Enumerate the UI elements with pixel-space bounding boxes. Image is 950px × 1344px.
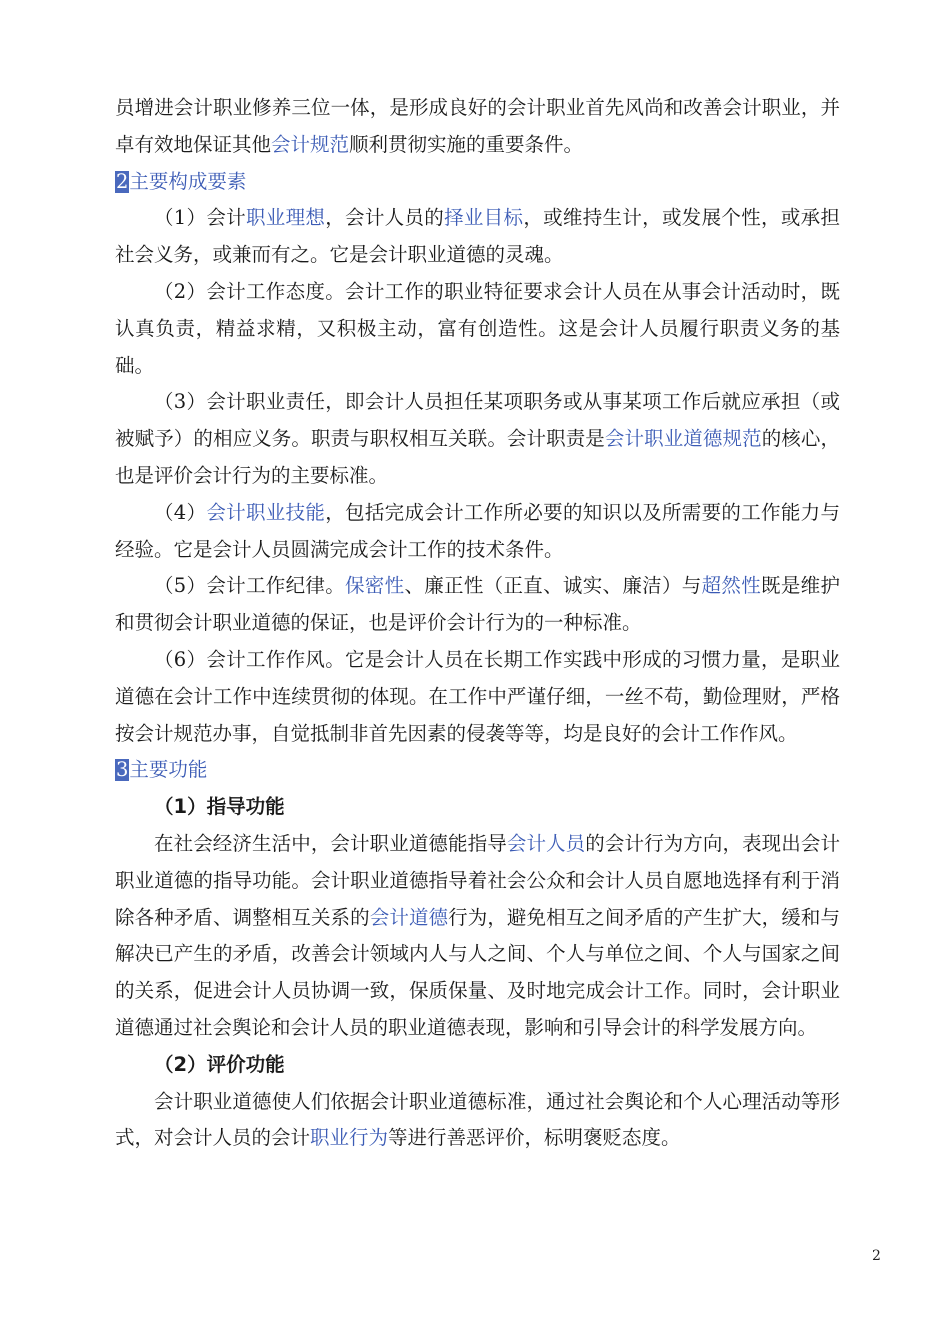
link-accounting-ethics[interactable]: 会计道德 (369, 905, 449, 929)
section-title-2: 主要构成要素 (129, 169, 247, 193)
link-career-ideal[interactable]: 职业理想 (245, 206, 326, 230)
paragraph-item-6: （6）会计工作作风。它是会计人员在长期工作实践中形成的习惯力量，是职业道德在会计工作中连续贯彻的体现。在工作中严谨仔细，一丝不苟，勤俭理财，严格按会计规范办事，自觉抵制非首先因素的侵袭等等，均是良好的会计工作作风。 (115, 647, 840, 745)
link-accountants[interactable]: 会计人员 (506, 831, 586, 855)
paragraph-item-3: （3）会计职业责任，即会计人员担任某项职务或从事某项工作后就应承担（或被赋予）的相应义务。职责与职权相互关联。会计职责是会计职业道德规范的核心，也是评价会计行为的主要标准。 (115, 390, 840, 487)
link-confidentiality[interactable]: 保密性 (345, 574, 405, 598)
link-career-goal[interactable]: 择业目标 (444, 206, 524, 230)
paragraph-item-1: （1）会计职业理想，会计人员的择业目标，或维持生计，或发展个性，或承担社会义务，或兼而有之。它是会计职业道德的灵魂。 (115, 206, 840, 267)
paragraph-intro: 员增进会计职业修养三位一体，是形成良好的会计职业首先风尚和改善会计职业，并卓有效地保证其他会计规范顺利贯彻实施的重要条件。 (115, 96, 840, 156)
link-professional-conduct[interactable]: 职业行为 (310, 1126, 389, 1150)
paragraph-item-4: （4）会计职业技能，包括完成会计工作所必要的知识以及所需要的工作能力与经验。它是会计人员圆满完成会计工作的技术条件。 (115, 500, 840, 561)
section-number-3: 3 (116, 758, 129, 782)
paragraph-item-5: （5）会计工作纪律。保密性、廉正性（正直、诚实、廉洁）与超然性既是维护和贯彻会计职业道德的保证，也是评价会计行为的一种标准。 (115, 574, 840, 635)
paragraph-guidance: 在社会经济生活中，会计职业道德能指导会计人员的会计行为方向，表现出会计职业道德的指导功能。会计职业道德指导着社会公众和会计人员自愿地选择有利于消除各种矛盾、调整相互关系的会计道德行为，避免相互之间矛盾的产生扩大，缓和与解决已产生的矛盾，改善会计领域内人与人之间、个人与单位之间、个人与国家之间的关系，促进会计人员协调一致，保质保量、及时地完成会计工作。同时，会计职业道德通过社会舆论和会计人员的职业道德表现，影响和引导会计的科学发展方向。 (115, 831, 840, 1039)
section-number-2: 2 (116, 169, 129, 193)
page-number: 2 (872, 1248, 881, 1264)
section-heading-3 (115, 752, 840, 789)
paragraph-item-2: （2）会计工作态度。会计工作的职业特征要求会计人员在从事会计活动时，既认真负责，精益求精，又积极主动，富有创造性。这是会计人员履行职责义务的基础。 (115, 279, 840, 377)
link-independence[interactable]: 超然性 (701, 574, 762, 598)
section-heading-2 (115, 164, 840, 201)
section-title-3: 主要功能 (129, 758, 208, 782)
paragraph-evaluation: 会计职业道德使人们依据会计职业道德标准，通过社会舆论和个人心理活动等形式，对会计人员的会计职业行为等进行善恶评价，标明褒贬态度。 (115, 1089, 840, 1150)
link-accounting-norms[interactable]: 会计规范 (271, 132, 350, 156)
document-body (115, 90, 840, 1157)
link-professional-skills[interactable]: 会计职业技能 (206, 500, 326, 524)
subheading-guidance: （1）指导功能 (154, 795, 285, 819)
subheading-evaluation: （2）评价功能 (154, 1052, 285, 1076)
link-ethics-norms[interactable]: 会计职业道德规范 (604, 427, 762, 451)
